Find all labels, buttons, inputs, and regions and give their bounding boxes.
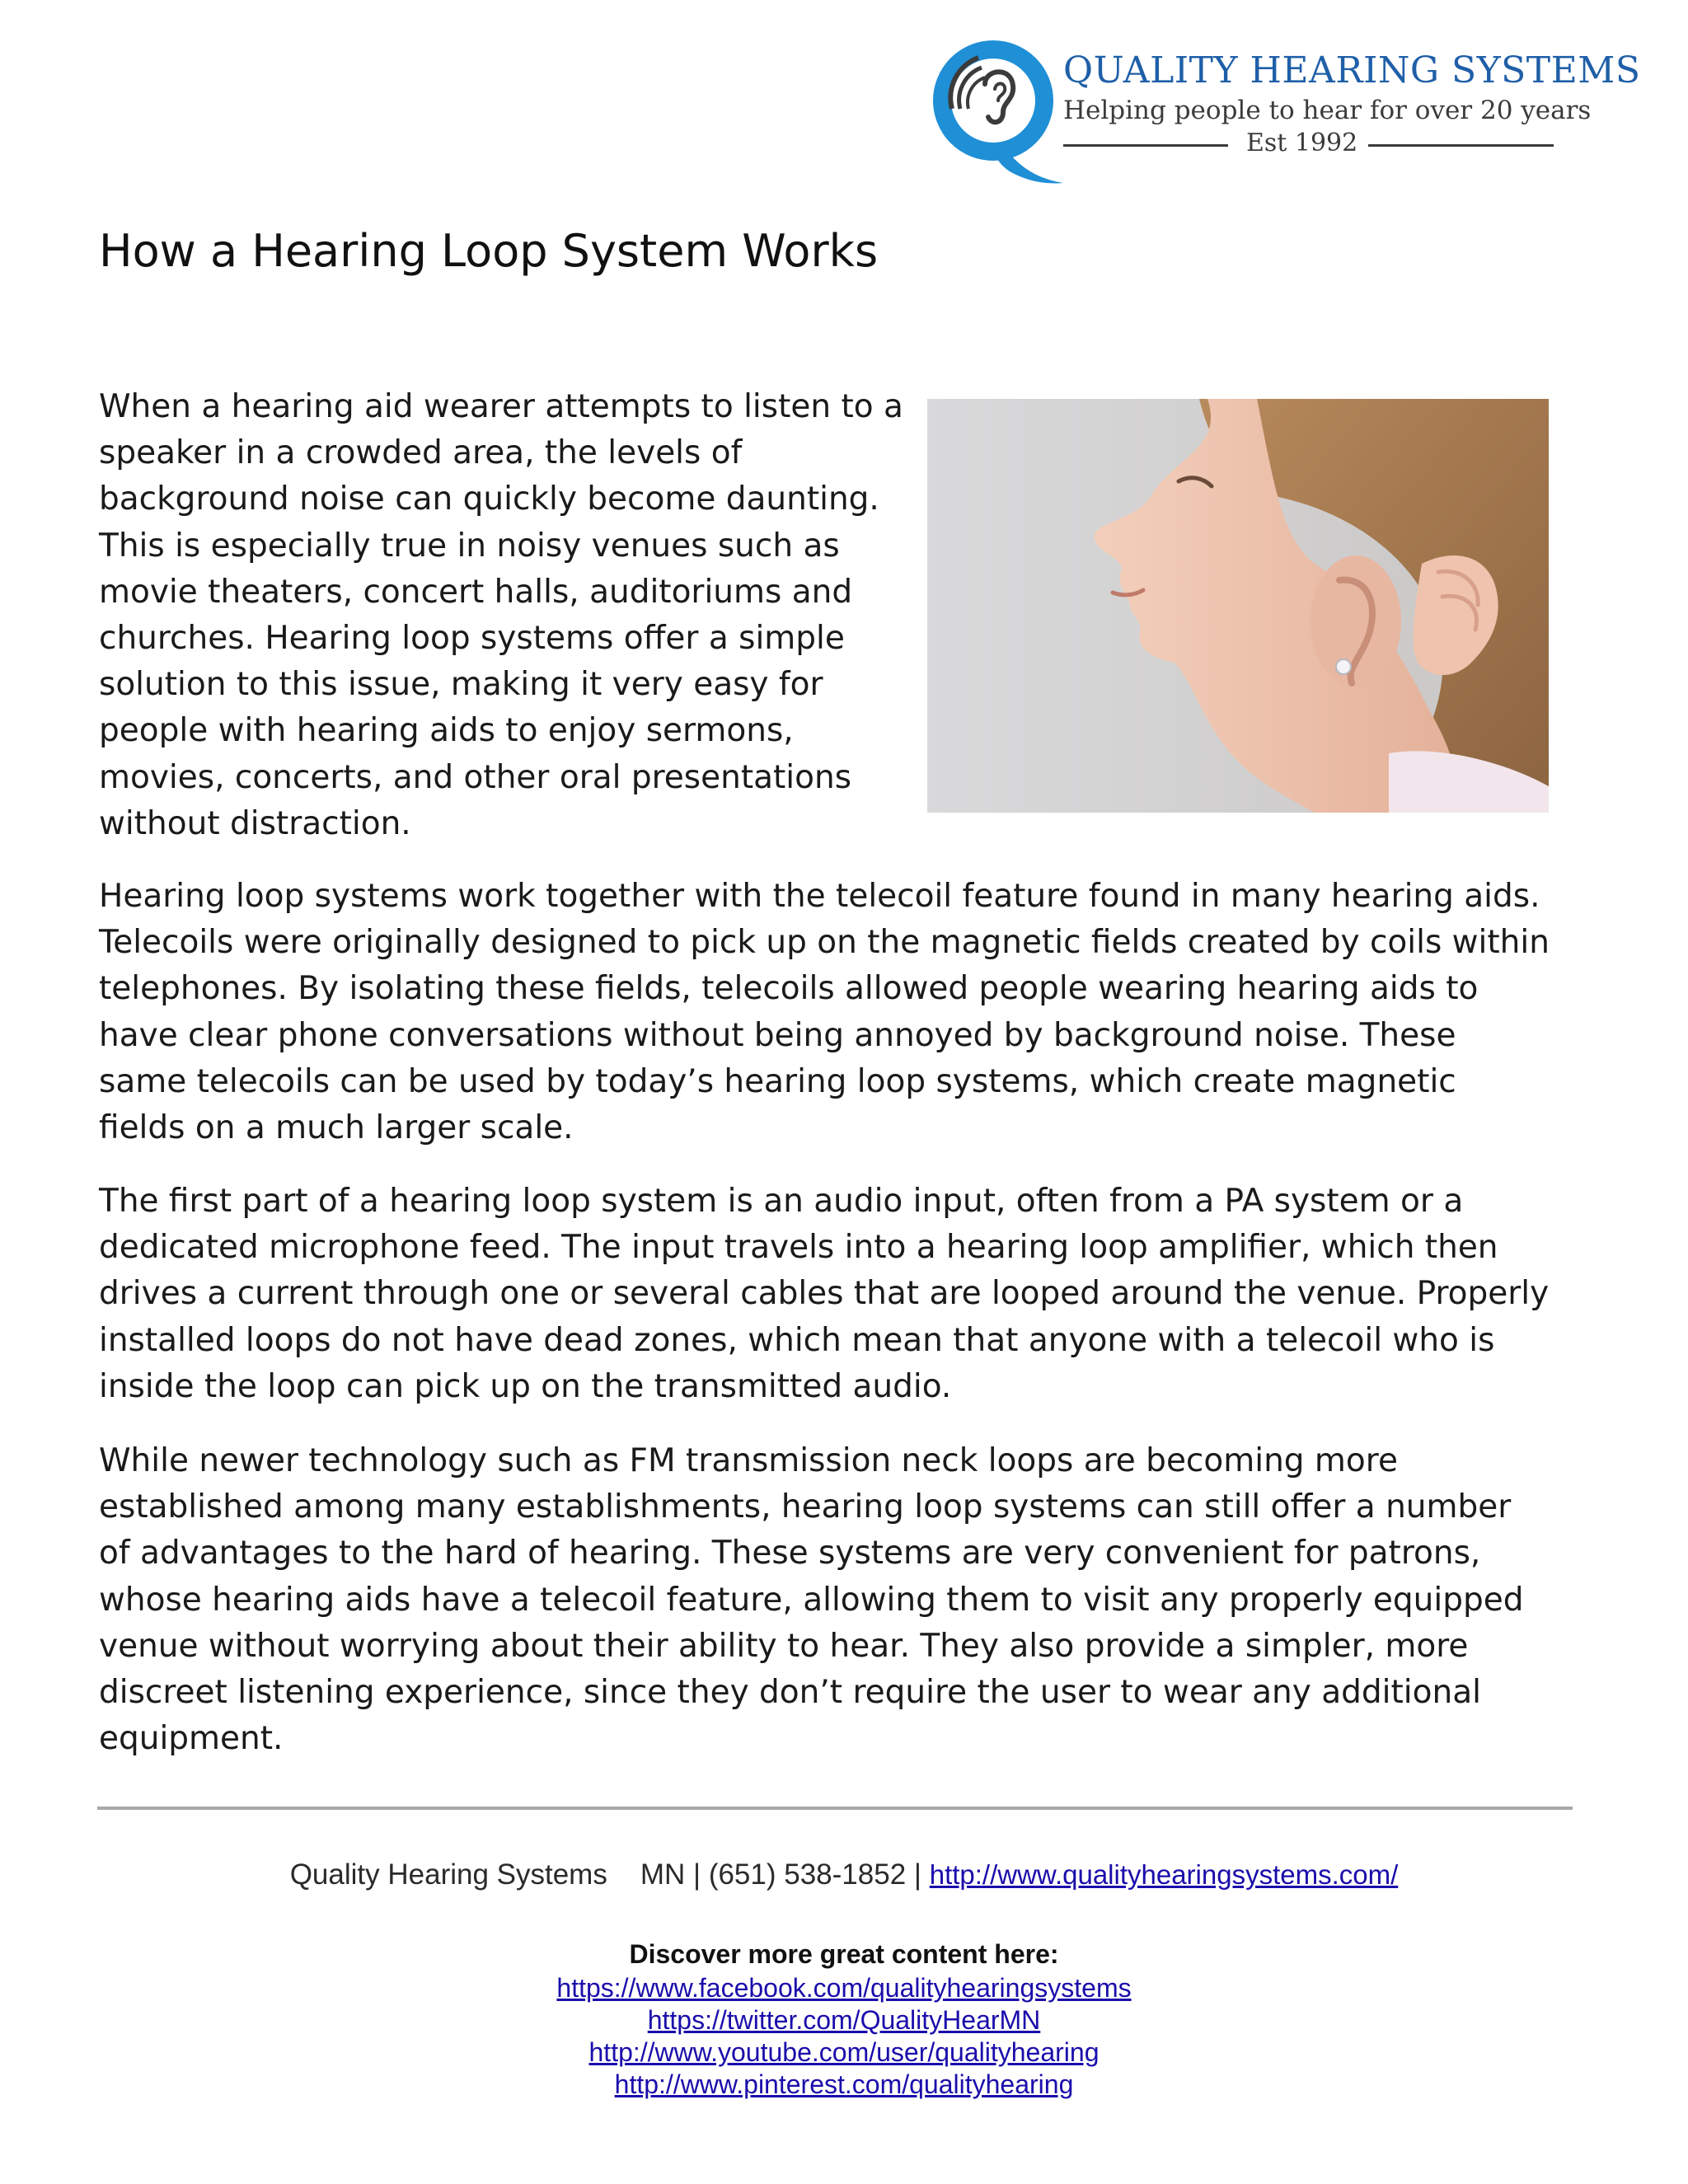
- ear-q-logo-icon: [927, 33, 1067, 190]
- footer-company: Quality Hearing Systems: [289, 1858, 607, 1891]
- paragraph-advantages: While newer technology such as FM transmission neck loops are becoming more established among many establishments, hearing loop systems can still offer a number of advantages to the hard of hearing. These systems are very convenient for patrons, whose hearing aids have a telecoil feature, allowing them to visit any properly equipped venue without worrying about their ability to hear. They also provide a simpler, more discreet listening experience, since they don’t require the user to wear any additional equipment.: [99, 1442, 1524, 1758]
- paragraph-telecoil: Hearing loop systems work together with the telecoil feature found in many hearing aids. Telecoils were originally designed to pick up on the magnetic fields created by coils within telephones. By isolating these fields, telecoils allowed people wearing hearing aids to have clear phone conversations without being annoyed by background noise. These same telecoils can be used by today’s hearing loop systems, which create magnetic fields on a much larger scale.: [99, 878, 1550, 1147]
- twitter-link[interactable]: https://twitter.com/QualityHearMN: [647, 2005, 1041, 2035]
- pinterest-link[interactable]: http://www.pinterest.com/qualityhearing: [614, 2069, 1074, 2099]
- logo-tagline: Helping people to hear for over 20 years: [1063, 96, 1592, 125]
- company-logo: [927, 33, 1641, 190]
- intro-paragraph-block: [99, 384, 915, 847]
- paragraph-block-2: [99, 874, 1550, 1151]
- footer-discover-heading: Discover more great content here:: [629, 1939, 1059, 1969]
- logo-rule-right: [1368, 144, 1554, 147]
- paragraph-intro: When a hearing aid wearer attempts to listen to a speaker in a crowded area, the levels of background noise can quickly become daunting. This is especially true in noisy venues such as movie theaters, concert halls, auditoriums and churches. Hearing loop systems offer a simple solution to this issue, making it very easy for people with hearing aids to enjoy sermons, movies, concerts, and other oral presentations without distraction.: [99, 388, 903, 842]
- footer-social-links: [0, 1972, 1688, 2101]
- facebook-link[interactable]: https://www.facebook.com/qualityhearingsystems: [556, 1973, 1132, 2003]
- footer-website-link[interactable]: http://www.qualityhearingsystems.com/: [929, 1859, 1399, 1890]
- paragraph-block-4: [99, 1438, 1550, 1762]
- footer-divider: [97, 1807, 1573, 1810]
- paragraph-block-3: [99, 1179, 1550, 1410]
- child-listening-photo: [927, 399, 1549, 813]
- footer-contact: MN | (651) 538-1852 |: [640, 1858, 921, 1891]
- footer-contact-line: [0, 1856, 1688, 1894]
- logo-rule-left: [1063, 144, 1228, 147]
- logo-company-name: QUALITY HEARING SYSTEMS: [1063, 49, 1641, 91]
- page-title: How a Hearing Loop System Works: [99, 225, 879, 277]
- youtube-link[interactable]: http://www.youtube.com/user/qualityhearing: [588, 2037, 1100, 2067]
- paragraph-how-it-works: The first part of a hearing loop system is an audio input, often from a PA system or a dedicated microphone feed. The input travels into a hearing loop amplifier, which then drives a current through one or several cables that are looped around the venue. Properly installed loops do not have dead zones, which mean that anyone with a telecoil who is inside the loop can pick up on the transmitted audio.: [99, 1183, 1550, 1405]
- logo-established: Est 1992: [1246, 129, 1358, 157]
